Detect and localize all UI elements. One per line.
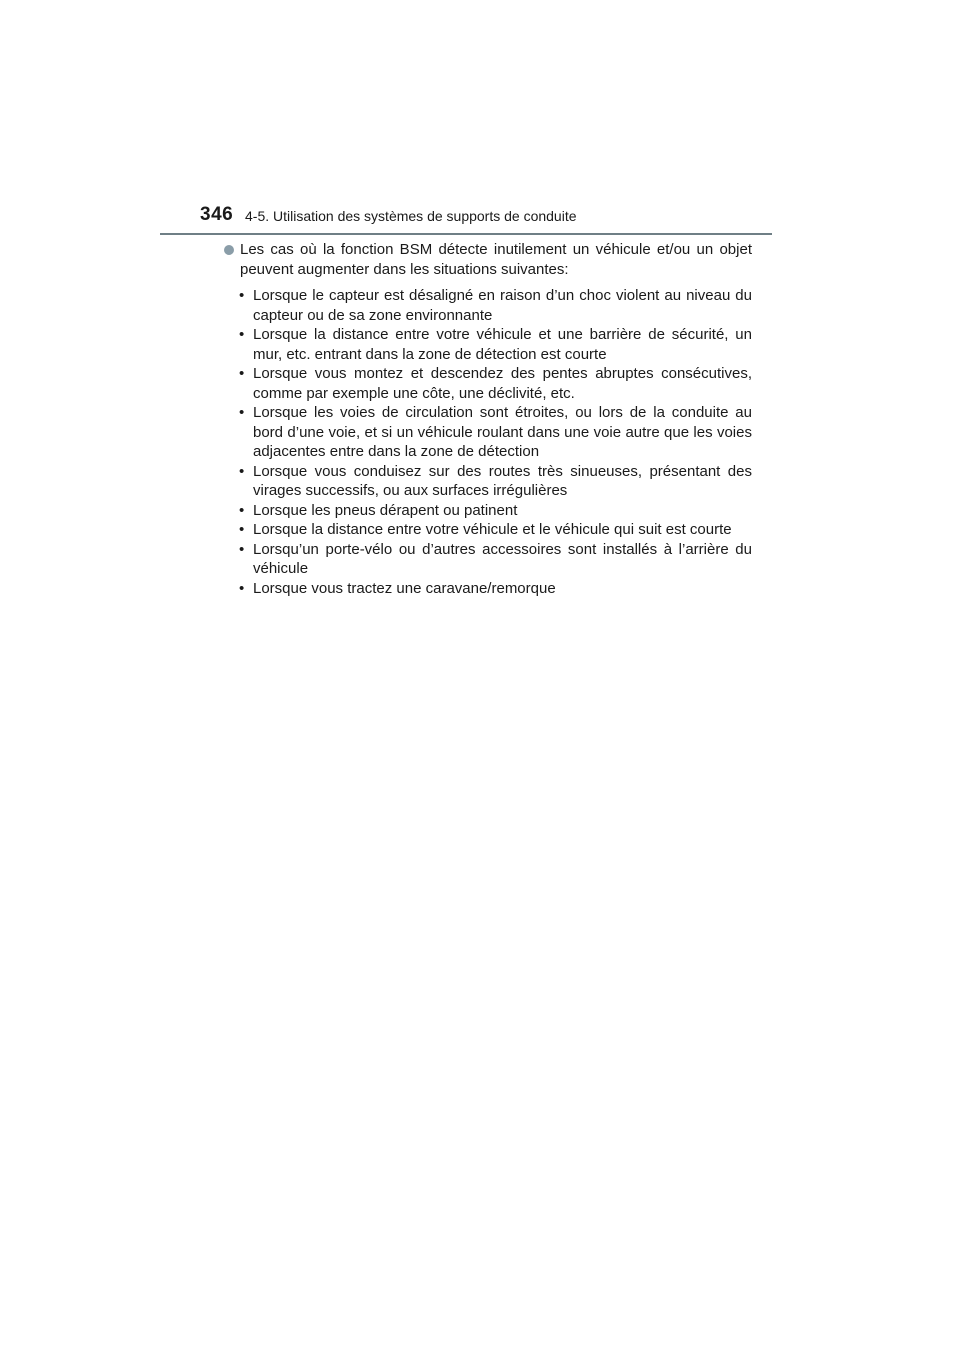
list-item-text: Lorsque vous tractez une caravane/remorque — [253, 579, 556, 597]
section-title: 4-5. Utilisation des systèmes de supports de conduite — [245, 208, 577, 224]
list-item-text: Lorsque vous montez et descendez des pentes abruptes consécutives, comme par exemple une côte, une déclivité, etc. — [253, 365, 752, 402]
list-item — [222, 403, 752, 462]
dot-bullet-icon: • — [239, 404, 245, 421]
list-item-text: Lorsque le capteur est désaligné en raison d’un choc violent au niveau du capteur ou de sa zone environnante — [253, 287, 752, 324]
list-item-text: Lorsque la distance entre votre véhicule et le véhicule qui suit est courte — [253, 521, 732, 538]
page-number: 346 — [200, 204, 234, 225]
conditions-list — [222, 286, 752, 598]
dot-bullet-icon: • — [239, 287, 245, 304]
dot-bullet-icon: • — [239, 521, 245, 538]
dot-bullet-icon: • — [239, 540, 245, 558]
dot-bullet-icon: • — [239, 462, 245, 480]
list-item — [222, 364, 752, 403]
list-item — [222, 325, 752, 364]
lead-paragraph — [222, 240, 752, 279]
dot-bullet-icon: • — [239, 365, 245, 382]
list-item — [222, 501, 752, 521]
list-item — [222, 540, 752, 579]
list-item-text: Lorsque vous conduisez sur des routes très sinueuses, présentant des virages successifs, ou aux surfaces irrégulières — [253, 462, 752, 499]
list-item-text: Lorsqu’un porte-vélo ou d’autres accessoires sont installés à l’arrière du véhicule — [253, 540, 752, 577]
list-item — [222, 579, 752, 599]
list-item — [222, 286, 752, 325]
list-item-text: Lorsque les voies de circulation sont étroites, ou lors de la conduite au bord d’une voie, et si un véhicule roulant dans une voie autre que les voies adjacentes entre dans la zone de détection — [253, 404, 752, 460]
list-item-text: Lorsque la distance entre votre véhicule et une barrière de sécurité, un mur, etc. entrant dans la zone de détection est courte — [253, 326, 752, 363]
list-item-text: Lorsque les pneus dérapent ou patinent — [253, 501, 518, 519]
dot-bullet-icon: • — [239, 326, 245, 343]
header-divider — [160, 233, 772, 235]
dot-bullet-icon: • — [239, 579, 245, 597]
circle-bullet-icon — [224, 245, 234, 255]
page-content — [222, 240, 752, 598]
list-item — [222, 462, 752, 501]
dot-bullet-icon: • — [239, 501, 245, 519]
list-item — [222, 520, 752, 540]
lead-text: Les cas où la fonction BSM détecte inutilement un véhicule et/ou un objet peuvent augmenter dans les situations suivantes: — [240, 241, 752, 278]
